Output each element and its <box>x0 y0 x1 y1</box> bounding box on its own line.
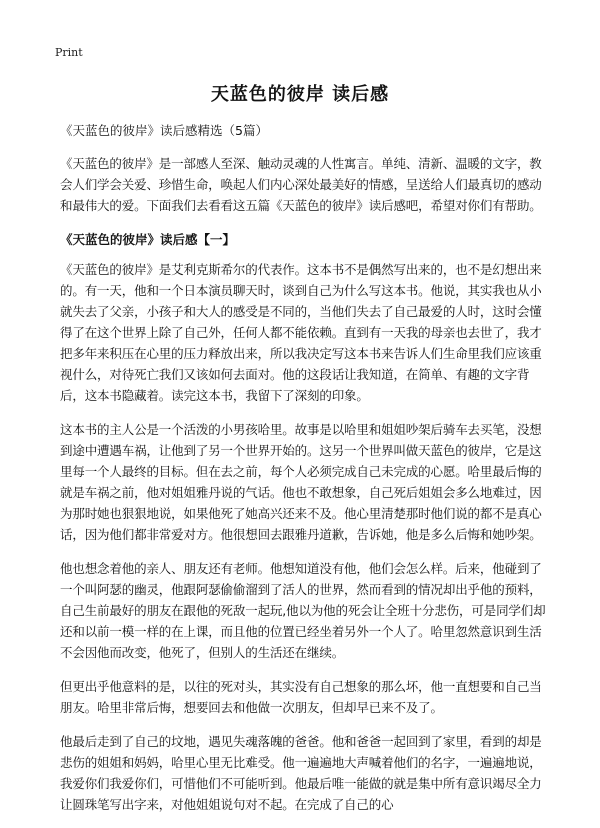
body-paragraph-1: 《天蓝色的彼岸》是艾利克斯希尔的代表作。这本书不是偶然写出来的，也不是幻想出来的。有一天，他和一个日本演员聊天时，谈到自己为什么写这本书。他说，其实我也从小就失去了父亲，小孩子和大人的感受是不同的，当他们失去了自己最爱的人时，这时会懂得了在这个世界上除了自己外，任何人都不能依赖。直到有一天我的母亲也去世了，我才把多年来积压在心里的压力释放出来，所以我决定写这本书来告诉人们生命里我们应该重视什么，对待死亡我们又该如何去面对。他的这段话让我知道，在简单、有趣的文字背后，这本书隐藏着。读完这本书，我留下了深刻的印象。 <box>60 262 542 403</box>
print-link[interactable]: Print <box>55 46 83 59</box>
intro-paragraph: 《天蓝色的彼岸》是一部感人至深、触动灵魂的人性寓言。单纯、清新、温暖的文字，教会人们学会关爱、珍惜生命，唤起人们内心深处最美好的情感，呈送给人们最真切的感动和最伟大的爱。下面我们去看看这五篇《天蓝色的彼岸》读后感吧，希望对你们有帮助。 <box>60 156 542 213</box>
page-title: 天蓝色的彼岸 读后感 <box>210 84 390 105</box>
article-subtitle: 《天蓝色的彼岸》读后感精选（5篇） <box>60 123 268 138</box>
section-heading: 《天蓝色的彼岸》读后感【一】 <box>60 232 236 247</box>
body-paragraph-2: 这本书的主人公是一个活泼的小男孩哈里。故事是以哈里和姐姐吵架后骑车去买笔，没想到途中遭遇车祸，让他到了另一个世界开始的。这另一个世界叫做天蓝色的彼岸，它是这里每一个人最终的目标。但在去之前，每个人必须完成自己未完成的心愿。哈里最后悔的就是车祸之前，他对姐姐雅丹说的气话。他也不敢想象，自己死后姐姐会多么地难过，因为那时她也狠狠地说，如果他死了她高兴还来不及。他心里清楚那时他们说的都不是真心话，因为他们都非常爱对方。他很想回去跟雅丹道歉，告诉她，他是多么后悔和她吵架。 <box>60 422 542 542</box>
body-paragraph-5: 他最后走到了自己的坟地，遇见失魂落魄的爸爸。他和爸爸一起回到了家里，看到的却是悲伤的姐姐和妈妈，哈里心里无比难受。他一遍遍地大声喊着他们的名字，一遍遍地说，我爱你们我爱你们，可惜他们不可能听到。他最后唯一能做的就是集中所有意识竭尽全力让圆珠笔写出字来，对他姐姐说句对不起。在完成了自己的心 <box>60 734 542 812</box>
article-body <box>60 120 552 815</box>
body-paragraph-4: 但更出乎他意料的是，以往的死对头，其实没有自己想象的那么坏，他一直想要和自己当朋友。哈里非常后悔，想要回去和他做一次朋友，但却早已来不及了。 <box>60 679 542 715</box>
body-paragraph-3: 他也想念着他的亲人、朋友还有老师。他想知道没有他，他们会怎么样。后来，他碰到了一个叫阿瑟的幽灵，他跟阿瑟偷偷溜到了活人的世界，然而看到的情况却出乎他的预料，自己生前最好的朋友在跟他的死敌一起玩,他以为他的死会让全班十分悲伤，可是同学们却还和以前一模一样的在上课，而且他的位置已经坐着另外一个人了。哈里忽然意识到生活不会因他而改变，他死了，但别人的生活还在继续。 <box>60 561 546 660</box>
